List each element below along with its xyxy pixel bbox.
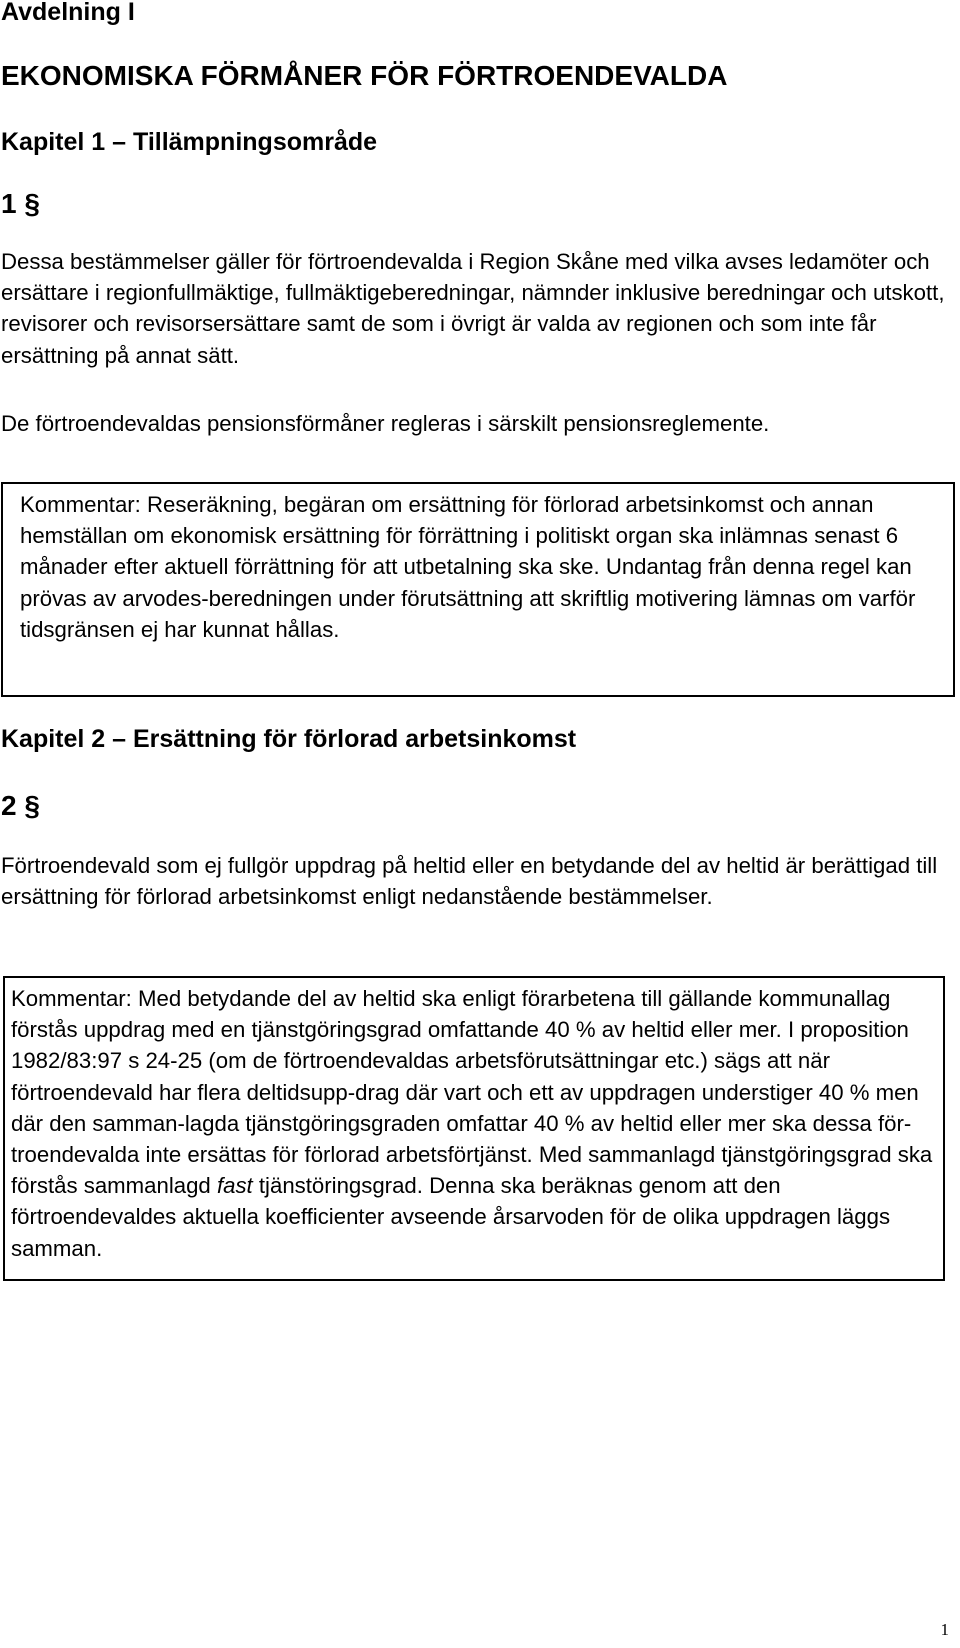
document-title: EKONOMISKA FÖRMÅNER FÖR FÖRTROENDEVALDA — [1, 60, 728, 91]
comment-2-emphasis: fast — [216, 1173, 253, 1199]
comment-1-text: Kommentar: Reseräkning, begäran om ersättning för förlorad arbetsinkomst och annan hemställan om ekonomisk ersättning för förrättning i politiskt organ ska inlämnas senast 6 månader efter aktuell förrättning för att utbetalning ska ske. Undantag från denna regel kan prövas av arvodes-beredningen under förutsättning att skriftlig motivering lämnas om varför tidsgränsen ej har kunnat hållas. — [20, 492, 916, 642]
comment-box-1 — [1, 482, 955, 697]
pension-paragraph: De förtroendevaldas pensionsförmåner regleras i särskilt pensionsreglemente. — [1, 411, 770, 436]
section-1-number: 1 § — [1, 188, 40, 219]
chapter-2-title: Kapitel 2 – Ersättning för förlorad arbetsinkomst — [1, 725, 577, 753]
section-2-number: 2 § — [1, 790, 40, 821]
page-number: 1 — [940, 1620, 949, 1639]
section-1-paragraph: Dessa bestämmelser gäller för förtroendevalda i Region Skåne med vilka avses ledamöter och ersättare i regionfullmäktige, fullmäktigeberedningar, nämnder inklusive beredningar och utskott, revisorer och revisorsersättare samt de som i övrigt är valda av regionen och som inte får ersättning på annat sätt. — [1, 249, 945, 368]
comment-2-text-part2: tjänstöringsgrad. Denna ska beräknas genom att den förtroendevaldes aktuella koefficienter avseende årsarvoden för de olika uppdragen läggs samman. — [11, 1173, 891, 1261]
comment-2-text-part1: Kommentar: Med betydande del av heltid ska enligt förarbetena till gällande kommunallag förstås uppdrag med en tjänstgöringsgrad omfattande 40 % av heltid eller mer. I proposition 1982/83:97 s 24-25 (om de förtroendevaldas arbetsförutsättningar etc.) sägs att när förtroendevald har flera deltidsupp-drag där vart och ett av uppdragen understiger 40 % men där den samman-lagda tjänstgöringsgraden omfattar 40 % av heltid eller mer ska dessa för-troendevalda inte ersättas för förlorad arbetsförtjänst. Med sammanlagd tjänstgöringsgrad ska förstås sammanlagd — [11, 986, 933, 1199]
comment-box-2 — [3, 976, 945, 1281]
division-heading: Avdelning I — [1, 0, 135, 26]
section-2-paragraph: Förtroendevald som ej fullgör uppdrag på heltid eller en betydande del av heltid är berättigad till ersättning för förlorad arbetsinkomst enligt nedanstående bestämmelser. — [1, 853, 938, 910]
chapter-1-title: Kapitel 1 – Tillämpningsområde — [1, 128, 378, 156]
